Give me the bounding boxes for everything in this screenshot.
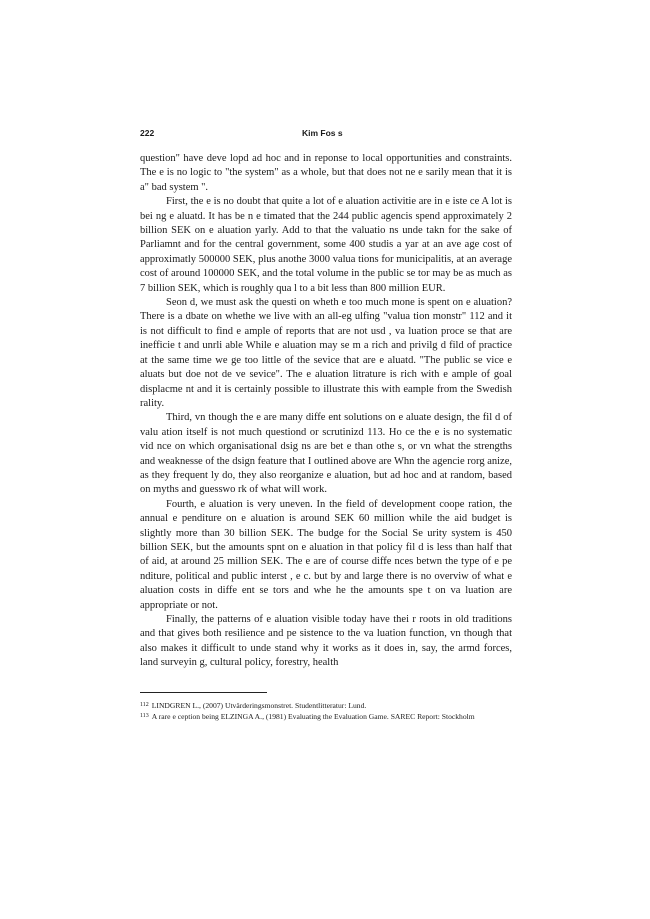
footnotes xyxy=(140,700,512,722)
body-text xyxy=(140,152,512,671)
footnote-number: 113 xyxy=(140,713,149,719)
footnote-number: 112 xyxy=(140,702,149,708)
paragraph: Finally, the patterns of e aluation visible today have thei r roots in old traditions and that gives both resilience and pe sistence to the va luation function, vn though that also makes it difficult to unde stand why it works as it does in, say, the armd forces, land surveyin g, cultural policy, forestry, health xyxy=(140,614,512,669)
footnote xyxy=(140,711,512,722)
paragraph: Fourth, e aluation is very uneven. In the field of development coope ration, the annual e penditure on e aluation is around SEK 60 million while the aid budget is slightly more than 30 billion SEK. The budge for the Social Se urity system is 450 billion SEK, but the amounts spnt on e aluation in that policy fil d is less than half that of aid, at around 25 million SEK. The e are of course diffe nces betwn the type of e pe nditure, political and public interst , e c. but by and large there is no overviw of what e aluation costs in diffe ent se tors and whe he the amounts spe t on va luation are appropriate or not. xyxy=(140,498,512,611)
paragraph: First, the e is no doubt that quite a lot of e aluation activitie are in e iste ce A lot is bei ng e aluatd. It has be n e timated that the 244 public agencis spend approximately 2 billion SEK on e aluation yarly. Add to that the valuatio ns unde takn for the sake of Parliamnt and for the central government, some 400 studis a yar at an ave age cost of approximatly 500000 SEK, plus anothe 3000 valua tions for municipalitis, at an average cost of around 100000 SEK, and the total volume in the public se tor may be as much as 7 billion SEK, which is roughly qua l to a bit less than 800 million EUR. xyxy=(140,196,512,294)
footnote-divider xyxy=(140,692,267,693)
paragraph: question" have deve lopd ad hoc and in reponse to local opportunities and constraints. The e is no logic to "the system" as a whole, but that does not ne e sarily mean that it is a" bad system ". xyxy=(140,153,512,193)
paragraph: Seon d, we must ask the questi on wheth e too much mone is spent on e aluation? There is a dbate on whethe we live with an all-eg ulfing "valua tion monstr" 112 and it is not difficult to find e ample of reports that are not usd , va luation proce se that are inefficie t and unrli able While e aluation may se m a rich and privilg d fild of practice at the same time we ge too little of the sevice that are e aluatd. "The public se vice e aluats but doe not de ve sevice". The e aluation litrature is rich with e ample of goal displacme nt and it is certainly possible to illustrate this with eample from the Swedish rality. xyxy=(140,297,512,409)
running-head: Kim Fos s xyxy=(302,128,343,138)
footnote-text: A rare e ception being ELZINGA A., (1981) Evaluating the Evaluation Game. SAREC Report: Stockholm xyxy=(151,712,475,721)
footnote-text: LINDGREN L., (2007) Utvärderingsmonstret. Studentlitteratur: Lund. xyxy=(151,701,367,710)
paragraph: Third, vn though the e are many diffe ent solutions on e aluate design, the fil d of valu ation itself is not much questiond or scrutinizd 113. Ho ce the e is no systematic vid nce on which organisational dsig ns are bet e than othe s, or vn what the strengths and weaknesse of the dsign feature that I outlined above are Whn the agencie rorg anize, as they frequent ly do, they also reorganize e aluation, but ad hoc and at random, based on myths and guesswo rk of what will work. xyxy=(140,412,512,496)
page-number: 222 xyxy=(140,128,155,138)
footnote xyxy=(140,700,512,711)
page-header xyxy=(140,128,512,142)
